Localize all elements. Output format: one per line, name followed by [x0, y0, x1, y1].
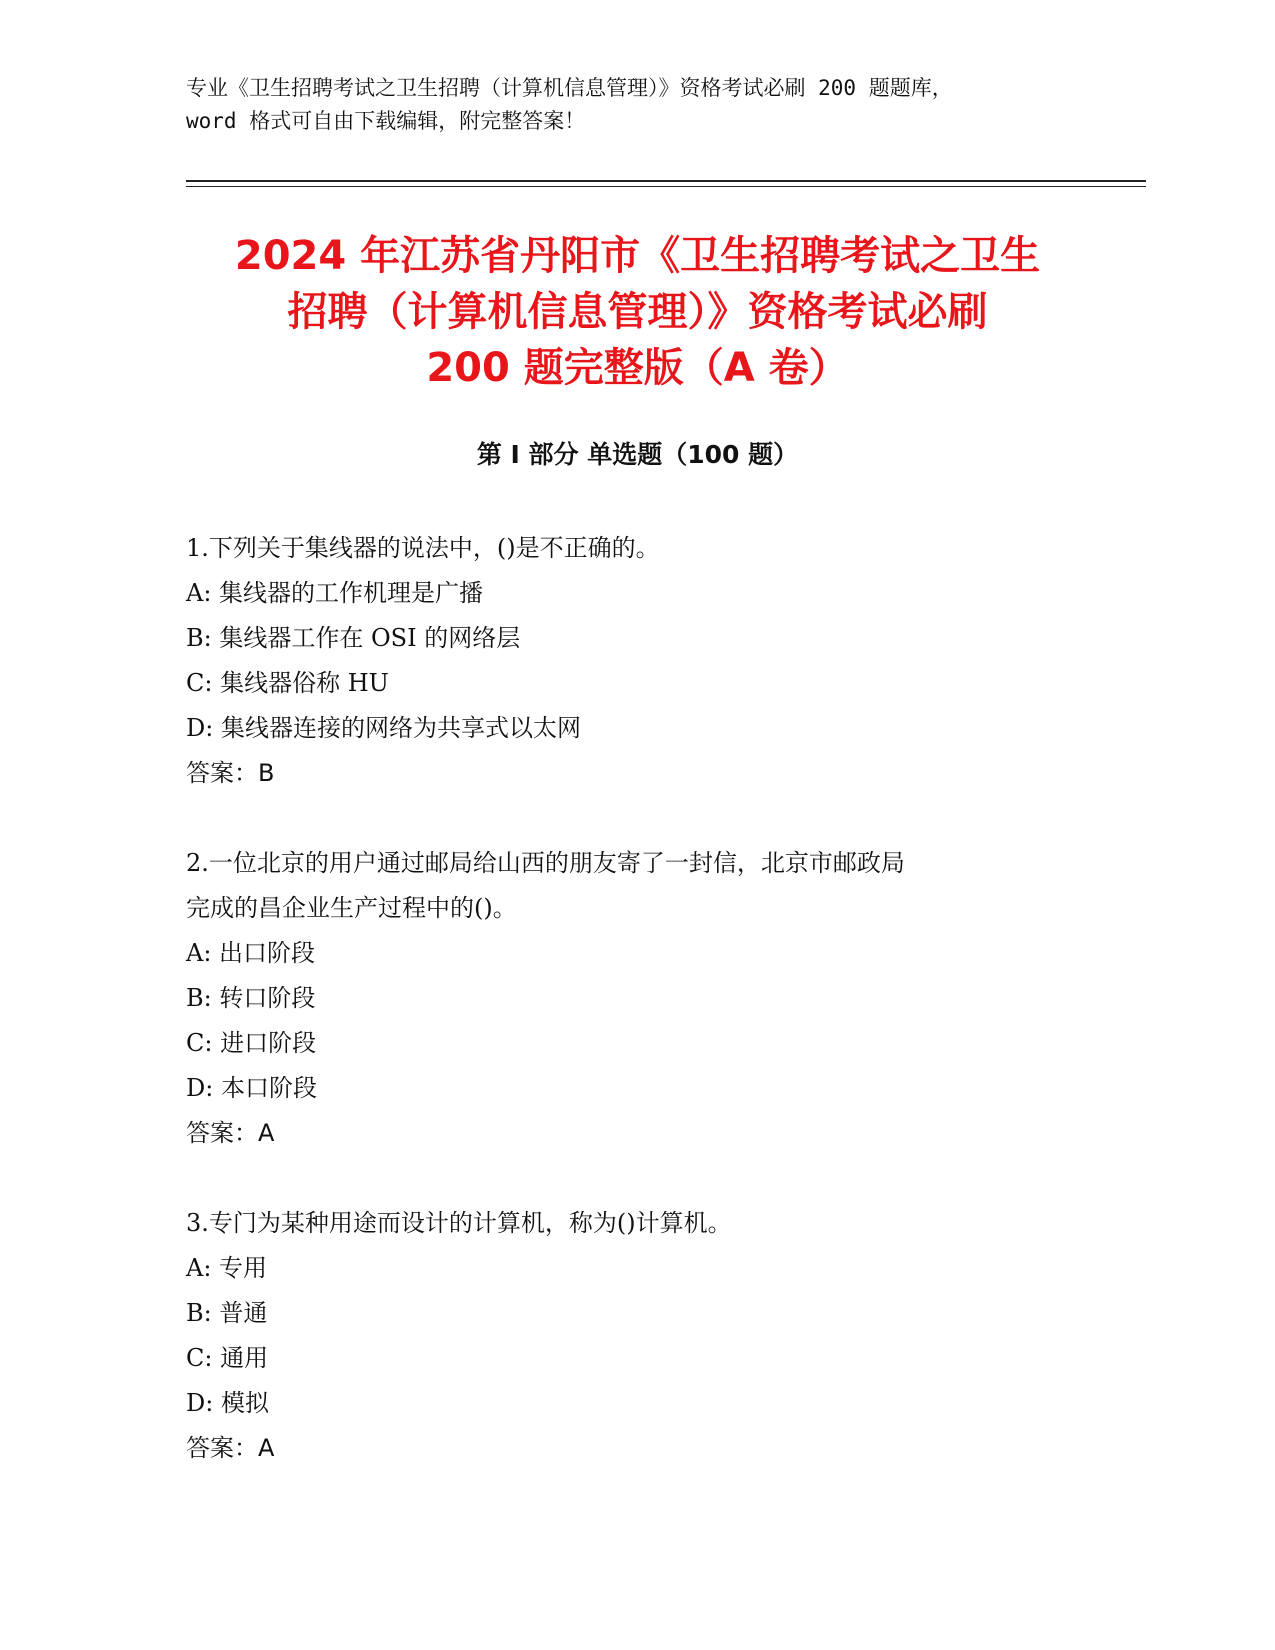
question-block [186, 841, 1086, 1156]
header-divider-thin [186, 186, 1146, 187]
question-option: A: 集线器的工作机理是广播 [186, 579, 484, 607]
question-option: C: 进口阶段 [186, 1029, 317, 1057]
question-option: B: 普通 [186, 1299, 268, 1327]
document-title-line-1: 2024 年江苏省丹阳市《卫生招聘考试之卫生 [234, 233, 1041, 279]
question-block [186, 1201, 1086, 1471]
question-option: C: 集线器俗称 HU [186, 669, 389, 697]
question-stem: 1.下列关于集线器的说法中，()是不正确的。 [186, 534, 660, 562]
header-divider-thick [186, 180, 1146, 182]
question-option: D: 模拟 [186, 1389, 269, 1417]
question-list [186, 526, 1086, 1516]
question-option: B: 转口阶段 [186, 984, 316, 1012]
question-answer: 答案：A [186, 1119, 275, 1147]
header-note-line-1: 专业《卫生招聘考试之卫生招聘（计算机信息管理）》资格考试必刷 200 题题库， [186, 76, 953, 100]
document-title-line-3: 200 题完整版（A 卷） [426, 345, 849, 391]
question-option: D: 本口阶段 [186, 1074, 317, 1102]
question-option: C: 通用 [186, 1344, 269, 1372]
question-stem: 2.一位北京的用户通过邮局给山西的朋友寄了一封信，北京市邮政局 [186, 849, 905, 877]
question-stem: 3.专门为某种用途而设计的计算机，称为()计算机。 [186, 1209, 732, 1237]
document-title [150, 228, 1125, 396]
header-note [186, 72, 1086, 138]
question-option: A: 出口阶段 [186, 939, 316, 967]
question-option: B: 集线器工作在 OSI 的网络层 [186, 624, 521, 652]
question-answer: 答案：A [186, 1434, 275, 1462]
question-option: D: 集线器连接的网络为共享式以太网 [186, 714, 581, 742]
section-title: 第 I 部分 单选题（100 题） [476, 440, 799, 469]
question-stem: 完成的昌企业生产过程中的()。 [186, 894, 517, 922]
question-option: A: 专用 [186, 1254, 268, 1282]
question-block [186, 526, 1086, 796]
document-title-line-2: 招聘（计算机信息管理）》资格考试必刷 [287, 289, 988, 335]
question-answer: 答案：B [186, 759, 275, 787]
header-note-line-2: word 格式可自由下载编辑，附完整答案！ [186, 109, 586, 133]
